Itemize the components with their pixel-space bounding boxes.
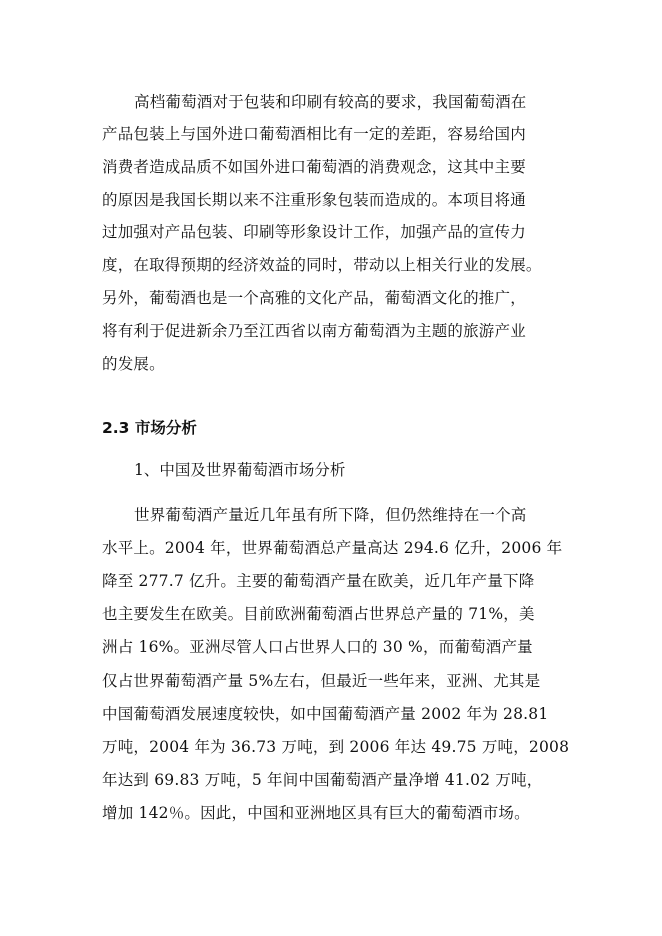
paragraph1-line-5: 过加强对产品包装、印刷等形象设计工作，加强产品的宣传力 (102, 223, 526, 241)
paragraph1-line-7: 另外，葡萄酒也是一个高雅的文化产品，葡萄酒文化的推广， (102, 289, 526, 307)
paragraph2-line-9: 年达到 69.83 万吨，5 年间中国葡萄酒产量净增 41.02 万吨， (102, 771, 543, 789)
paragraph1-line-9: 的发展。 (102, 355, 165, 373)
paragraph1-line-2: 产品包装上与国外进口葡萄酒相比有一定的差距，容易给国内 (102, 125, 526, 143)
paragraph1-line-1: 高档葡萄酒对于包装和印刷有较高的要求，我国葡萄酒在 (134, 93, 527, 111)
paragraph1-line-8: 将有利于促进新余乃至江西省以南方葡萄酒为主题的旅游产业 (102, 322, 526, 340)
paragraph2-line-7: 中国葡萄酒发展速度较快，如中国葡萄酒产量 2002 年为 28.81 (102, 705, 549, 723)
section-heading: 2.3 市场分析 (102, 419, 197, 437)
paragraph2-line-6: 仅占世界葡萄酒产量 5%左右，但最近一些年来，亚洲、尤其是 (102, 672, 541, 690)
paragraph2-line-4: 也主要发生在欧美。目前欧洲葡萄酒占世界总产量的 71%，美 (102, 605, 535, 623)
paragraph2-line-1: 世界葡萄酒产量近几年虽有所下降，但仍然维持在一个高 (134, 506, 527, 524)
paragraph2-line-3: 降至 277.7 亿升。主要的葡萄酒产量在欧美，近几年产量下降 (102, 572, 535, 590)
paragraph1-line-4: 的原因是我国长期以来不注重形象包装而造成的。本项目将通 (102, 191, 526, 209)
paragraph2-line-10: 增加 142％。因此，中国和亚洲地区具有巨大的葡萄酒市场。 (102, 804, 530, 822)
paragraph1-line-3: 消费者造成品质不如国外进口葡萄酒的消费观念，这其中主要 (102, 158, 526, 176)
paragraph2-line-5: 洲占 16%。亚洲尽管人口占世界人口的 30 %，而葡萄酒产量 (102, 638, 533, 656)
paragraph2-line-8: 万吨，2004 年为 36.73 万吨，到 2006 年达 49.75 万吨，2008 (102, 738, 570, 756)
paragraph2-line-2: 水平上。2004 年，世界葡萄酒总产量高达 294.6 亿升，2006 年 (102, 539, 563, 557)
paragraph1-line-6: 度，在取得预期的经济效益的同时，带动以上相关行业的发展。 (102, 256, 542, 274)
section-subheading: 1、中国及世界葡萄酒市场分析 (134, 461, 346, 479)
